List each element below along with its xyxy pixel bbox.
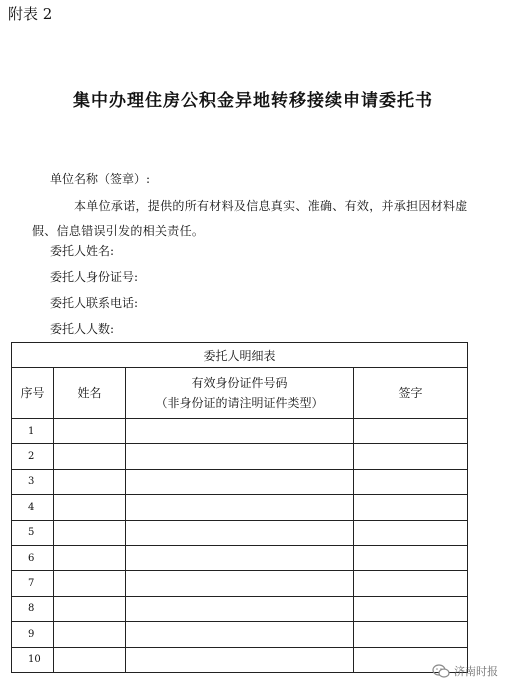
table-row — [12, 495, 468, 520]
id-number-cell[interactable] — [126, 495, 354, 520]
header-name: 姓名 — [54, 368, 126, 419]
signature-cell[interactable] — [354, 520, 468, 545]
delegator-count-label: 委托人人数: — [50, 322, 115, 336]
row-number-cell: 4 — [12, 495, 54, 520]
delegate-id-label: 委托人身份证号: — [50, 270, 139, 284]
table-caption: 委托人明细表 — [12, 343, 468, 368]
id-number-cell[interactable] — [126, 520, 354, 545]
signature-cell[interactable] — [354, 622, 468, 647]
signature-cell[interactable] — [354, 444, 468, 469]
unit-name-label: 单位名称（签章）: — [50, 172, 151, 186]
delegator-detail-table — [11, 342, 468, 673]
name-cell[interactable] — [54, 622, 126, 647]
name-cell[interactable] — [54, 495, 126, 520]
appendix-label: 附表 2 — [8, 5, 53, 23]
table-body — [12, 419, 468, 673]
signature-cell[interactable] — [354, 469, 468, 494]
signature-cell[interactable] — [354, 596, 468, 621]
delegate-phone-label: 委托人联系电话: — [50, 296, 139, 310]
name-cell[interactable] — [54, 596, 126, 621]
id-number-cell[interactable] — [126, 596, 354, 621]
header-id-line1: 有效身份证件号码 — [191, 376, 288, 390]
row-number-cell: 8 — [12, 596, 54, 621]
header-signature: 签字 — [354, 368, 468, 419]
header-id-line2: （非身份证的请注明证件类型） — [155, 396, 324, 410]
id-number-cell[interactable] — [126, 571, 354, 596]
id-number-cell[interactable] — [126, 647, 354, 672]
signature-cell[interactable] — [354, 419, 468, 444]
id-number-cell[interactable] — [126, 419, 354, 444]
id-number-cell[interactable] — [126, 545, 354, 570]
table-row — [12, 469, 468, 494]
table-row — [12, 444, 468, 469]
table-row — [12, 520, 468, 545]
row-number-cell: 1 — [12, 419, 54, 444]
name-cell[interactable] — [54, 647, 126, 672]
name-cell[interactable] — [54, 571, 126, 596]
header-seq: 序号 — [12, 368, 54, 419]
row-number-cell: 2 — [12, 444, 54, 469]
commitment-paragraph: 本单位承诺，提供的所有材料及信息真实、准确、有效，并承担因材料虚假、信息错误引发的相关责任。 — [32, 199, 468, 238]
signature-cell[interactable] — [354, 495, 468, 520]
delegate-name-label: 委托人姓名: — [50, 244, 115, 258]
id-number-cell[interactable] — [126, 622, 354, 647]
watermark — [432, 663, 498, 679]
name-cell[interactable] — [54, 444, 126, 469]
table-row — [12, 545, 468, 570]
table-row — [12, 622, 468, 647]
id-number-cell[interactable] — [126, 469, 354, 494]
name-cell[interactable] — [54, 419, 126, 444]
row-number-cell: 10 — [12, 647, 54, 672]
row-number-cell: 7 — [12, 571, 54, 596]
table-row — [12, 596, 468, 621]
table-row — [12, 647, 468, 672]
name-cell[interactable] — [54, 545, 126, 570]
wechat-icon — [432, 664, 450, 678]
row-number-cell: 9 — [12, 622, 54, 647]
document-title: 集中办理住房公积金异地转移接续申请委托书 — [73, 91, 433, 111]
table-row — [12, 571, 468, 596]
watermark-text: 济南时报 — [454, 665, 498, 678]
row-number-cell: 3 — [12, 469, 54, 494]
row-number-cell: 5 — [12, 520, 54, 545]
id-number-cell[interactable] — [126, 444, 354, 469]
name-cell[interactable] — [54, 520, 126, 545]
signature-cell[interactable] — [354, 571, 468, 596]
signature-cell[interactable] — [354, 545, 468, 570]
name-cell[interactable] — [54, 469, 126, 494]
header-id-number — [126, 368, 354, 419]
row-number-cell: 6 — [12, 545, 54, 570]
table-row — [12, 419, 468, 444]
